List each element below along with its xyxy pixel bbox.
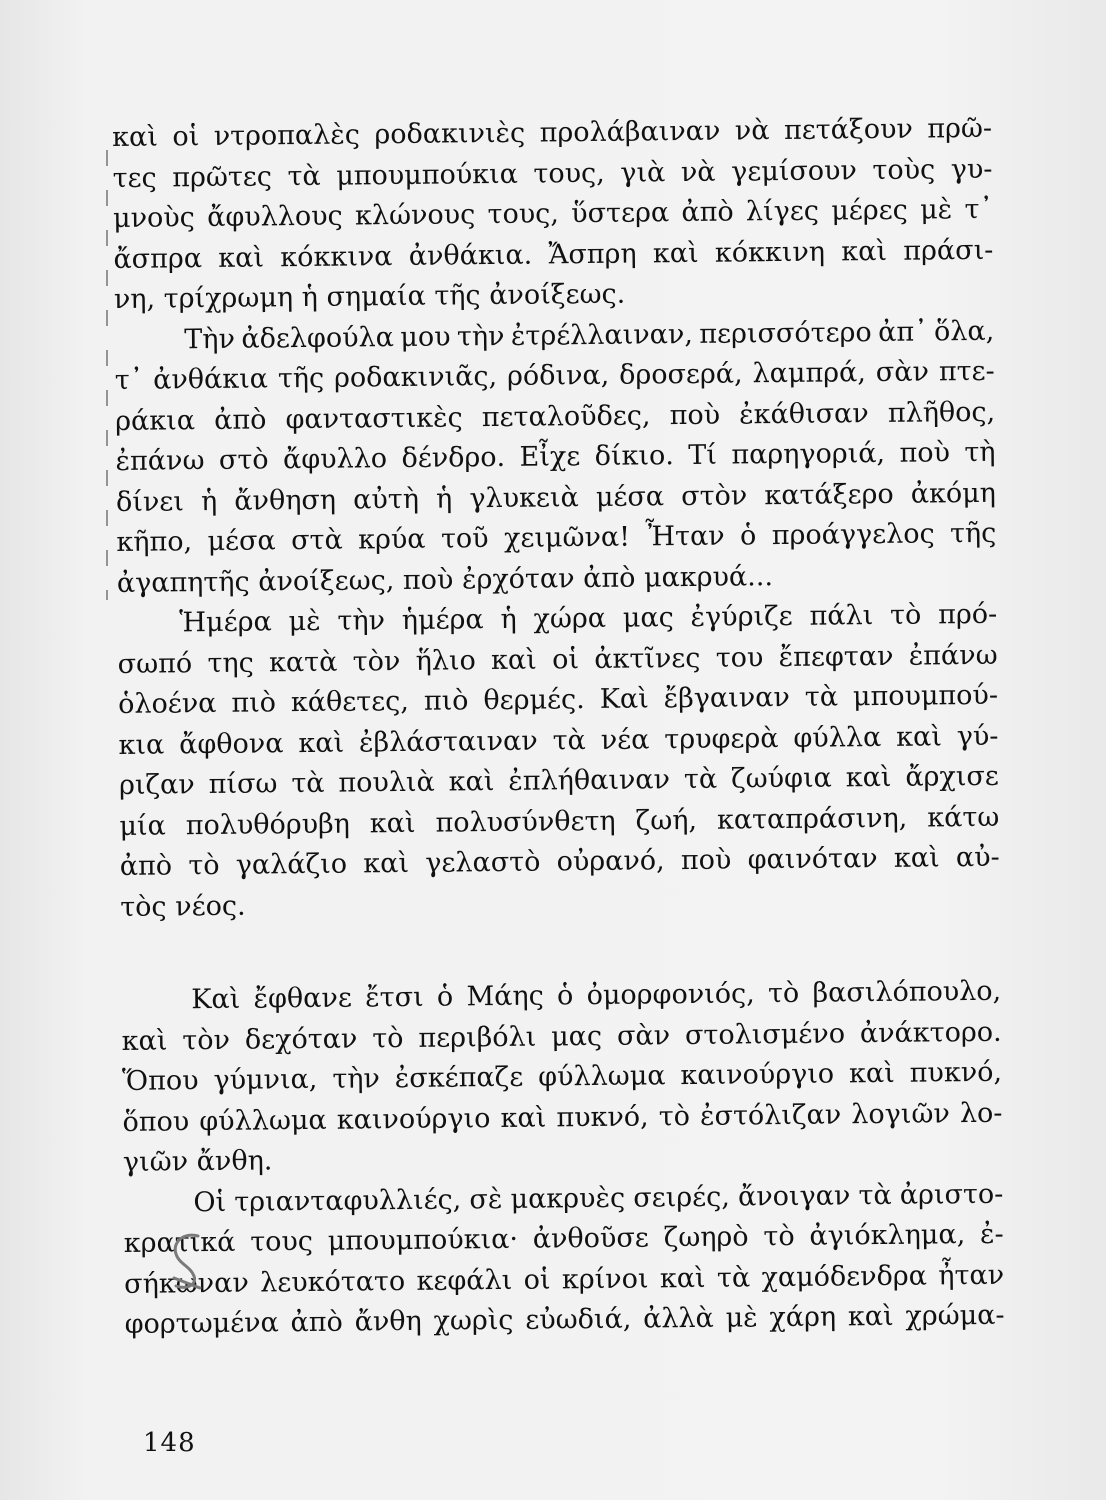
- word: ζωηρὸ: [663, 1221, 749, 1254]
- word: ἄνθη: [354, 1305, 422, 1338]
- word: Μάης: [466, 980, 544, 1013]
- word: σωπό: [117, 647, 193, 680]
- word: λευκότατο: [259, 1265, 406, 1299]
- word: ἀνθάκια: [152, 363, 269, 396]
- word: οἱ: [523, 1263, 551, 1296]
- word: κεφάλι: [416, 1264, 513, 1297]
- word: φαινόταν: [747, 843, 878, 876]
- word: τῆς: [277, 362, 325, 395]
- word: τὸς: [120, 890, 167, 923]
- word: μας: [550, 1020, 603, 1052]
- word: πλῆθος,: [887, 396, 996, 429]
- word: ὅλα,: [933, 315, 995, 347]
- word: χρώμα-: [905, 1299, 1005, 1332]
- word: κῆπο,: [116, 526, 193, 558]
- word: ἐπάνω: [908, 639, 998, 672]
- word: χάρη: [769, 1301, 837, 1334]
- word: ὁ: [556, 980, 574, 1012]
- word: μέσα: [595, 480, 665, 513]
- word: ἐκάθισαν: [739, 397, 869, 430]
- word: του: [715, 641, 764, 674]
- word: τὴν: [337, 605, 386, 637]
- word: πρῶτες: [172, 160, 273, 193]
- word: κρύα: [357, 523, 426, 556]
- word: καινούργιο: [336, 1102, 491, 1136]
- word: πυκνό,: [909, 1056, 1003, 1089]
- word: ἔφθανε: [253, 982, 353, 1015]
- word: τὰ: [858, 1179, 892, 1211]
- word: μπουμπούκια: [336, 158, 519, 192]
- word: στὰ: [290, 524, 343, 557]
- word: ἔπεφταν: [778, 640, 894, 673]
- section-gap: [120, 919, 1001, 981]
- word: γαλάζιο: [235, 848, 348, 881]
- word: ἀδελφούλα: [241, 321, 395, 355]
- word: ζωή,: [635, 804, 698, 837]
- word: ἄνθηση: [234, 484, 337, 517]
- word: ἀπὸ: [213, 403, 267, 436]
- word: καὶ: [652, 237, 699, 269]
- word: ὁλοένα: [117, 687, 217, 720]
- word: ἄνοιγαν: [737, 1179, 851, 1213]
- word: στὸν: [681, 479, 748, 512]
- word: ἐ-: [979, 1218, 1004, 1250]
- word: καὶ: [895, 720, 942, 753]
- word: γεμίσουν: [730, 154, 858, 188]
- word: οἱ: [172, 121, 200, 153]
- word: καταπράσινη,: [716, 802, 908, 836]
- word: ἀριστο-: [899, 1178, 1004, 1211]
- word: ἐπάνω: [115, 445, 205, 477]
- word: κατάξερο: [764, 478, 894, 511]
- word: ὕστερα: [571, 197, 670, 230]
- word: μὲ: [725, 1302, 758, 1334]
- word: ἡ: [200, 485, 218, 517]
- word: τὸ: [889, 599, 922, 631]
- word: Τί: [688, 439, 718, 471]
- paragraph: [123, 1174, 1005, 1345]
- word: προλάβαιναν: [539, 115, 721, 149]
- word: κόκκινη: [714, 236, 826, 269]
- word: ἀνοίξεως,: [258, 564, 395, 597]
- word: τὴ: [964, 436, 996, 469]
- word: Τὴν: [184, 323, 236, 355]
- paragraph: [117, 595, 1000, 928]
- word: μὲ: [288, 605, 321, 638]
- word: περισσότερο: [699, 316, 872, 350]
- word: Οἱ: [193, 1186, 227, 1218]
- word: ἄφυλλο: [282, 443, 388, 476]
- word: σημαία: [326, 280, 426, 313]
- word: φύλλα: [793, 721, 882, 754]
- word: φύλλωμα: [538, 1060, 666, 1093]
- word: παρηγοριά,: [731, 437, 886, 471]
- word: μου: [400, 320, 451, 353]
- word: γύμνια,: [213, 1063, 318, 1096]
- word: ἡ: [301, 281, 319, 314]
- word: ποὺ: [669, 399, 721, 431]
- word: καὶ: [893, 842, 940, 874]
- word: χαμόδενδρα: [761, 1260, 928, 1293]
- word: λαμπρά,: [752, 357, 867, 390]
- word: ἀπὸ: [681, 196, 734, 229]
- word: αὐτὴ: [352, 483, 420, 515]
- word: ποὺ: [402, 563, 454, 596]
- word: Ἄσπρη: [548, 238, 637, 270]
- word: της: [207, 647, 254, 679]
- word: ζωύφια: [730, 762, 832, 795]
- word: ἀνθοῦσε: [532, 1222, 649, 1255]
- word: ἀκόμη: [910, 477, 997, 510]
- word: ἀπὸ: [290, 1306, 343, 1339]
- word: τ᾽: [964, 193, 994, 226]
- word: κατὰ: [268, 646, 338, 678]
- word: ἀγαπητῆς: [116, 566, 250, 599]
- word: μπουμπούκια·: [327, 1223, 519, 1257]
- word: Καὶ: [191, 983, 241, 1016]
- word: γλυκειὰ: [469, 481, 579, 514]
- word: Καὶ: [599, 683, 649, 715]
- word: μπουμπού-: [852, 679, 999, 713]
- word: ριζαν: [118, 769, 195, 801]
- word: νέα: [600, 723, 650, 756]
- word: σὰν: [616, 1019, 671, 1052]
- word: χειμῶνα!: [503, 521, 631, 554]
- word: περιβόλι: [418, 1021, 537, 1054]
- word: Εἶχε: [519, 441, 581, 473]
- word: τρίχρωμη: [163, 282, 294, 315]
- word: νὰ: [680, 156, 716, 188]
- word: λογιῶν: [851, 1097, 950, 1130]
- word: ἀπ᾽: [877, 315, 928, 348]
- body-text: [112, 109, 1005, 1346]
- word: ντροπαλὲς: [213, 119, 361, 152]
- word: ἐπλήθαιναν: [508, 764, 671, 797]
- word: σειρές,: [633, 1181, 731, 1214]
- word: τοὺς: [872, 153, 936, 186]
- word: ἦταν: [938, 1259, 1005, 1291]
- word: ἐρχόταν: [461, 562, 575, 595]
- word: τους,: [487, 198, 560, 231]
- word: πολυθόρυβη: [185, 808, 351, 841]
- word: καὶ: [112, 121, 159, 153]
- word: ποὺ: [899, 437, 951, 469]
- word: καὶ: [847, 1300, 894, 1333]
- word: ἀκτῖνες: [594, 642, 701, 675]
- word: μέρες: [831, 194, 908, 227]
- word: πυκνό,: [556, 1100, 649, 1133]
- word: πρῶ-: [927, 112, 993, 145]
- word: ἀνάκτορο.: [859, 1016, 1002, 1049]
- word: ἡμέρα: [401, 604, 484, 636]
- word: κια: [118, 728, 165, 761]
- word: τους: [250, 1225, 314, 1258]
- word: πάλι: [809, 600, 874, 632]
- word: πουλιὰ: [338, 766, 435, 799]
- word: ρόδινα,: [506, 359, 610, 392]
- word: ἄνθη.: [196, 1145, 273, 1178]
- word: εὐωδιά,: [525, 1303, 632, 1336]
- word: τὰ: [683, 763, 718, 796]
- word: Ἦταν: [645, 520, 725, 553]
- word: καὶ: [845, 761, 892, 794]
- word: ἐβλάσταιναν: [358, 725, 538, 758]
- word: τὰ: [287, 160, 321, 192]
- word: πτε-: [938, 355, 995, 388]
- word: κρατικά: [123, 1226, 236, 1259]
- word: πρό-: [937, 598, 998, 631]
- word: καὶ: [500, 1102, 547, 1134]
- word: θερμές.: [483, 684, 585, 717]
- word: ἀπὸ: [119, 850, 173, 882]
- word: τες: [112, 162, 157, 194]
- word: τῆς: [949, 517, 997, 550]
- word: ἔτσι: [365, 981, 424, 1014]
- word: καὶ: [363, 847, 410, 880]
- word: στολισμένο: [684, 1017, 846, 1051]
- word: φανταστικὲς: [285, 401, 463, 435]
- word: καὶ: [218, 241, 265, 274]
- word: ἔβγαιναν: [663, 681, 791, 715]
- word: ροδακινιὲς: [374, 117, 526, 151]
- word: λο-: [959, 1097, 1003, 1129]
- word: δεχόταν: [244, 1022, 358, 1056]
- word: τὰ: [804, 681, 839, 713]
- word: τὰ: [716, 1261, 751, 1294]
- word: γελαστὸ: [425, 846, 541, 879]
- word: βασιλόπουλο,: [812, 975, 1002, 1009]
- word: ἄφυλλους: [206, 200, 343, 234]
- word: ἀλλὰ: [642, 1302, 714, 1335]
- word: φύλλωμα: [199, 1104, 327, 1137]
- word: πολυσύνθετη: [435, 805, 616, 839]
- word: ὀμορφονιός,: [586, 978, 755, 1012]
- word: καὶ: [369, 807, 416, 839]
- word: καὶ: [298, 727, 345, 759]
- word: χωρὶς: [433, 1304, 514, 1337]
- word: φορτωμένα: [124, 1307, 279, 1340]
- word: μακρυὲς: [510, 1182, 626, 1215]
- word: τους,: [533, 157, 605, 190]
- word: τὸν: [352, 645, 401, 678]
- word: ἐσκέπαζε: [394, 1061, 524, 1095]
- word: γυ-: [950, 153, 993, 185]
- paragraph: [121, 972, 1003, 1184]
- word: ἀνοίξεως.: [489, 278, 626, 312]
- word: σὰν: [875, 356, 930, 389]
- word: δίκιο.: [594, 440, 675, 472]
- word: νὰ: [734, 115, 770, 147]
- word: γύ-: [956, 720, 999, 752]
- word: τὸ: [767, 977, 800, 1010]
- page-number: 148: [143, 1428, 196, 1458]
- word: οἱ: [551, 643, 580, 675]
- word: μας: [622, 602, 674, 634]
- word: τὰ: [291, 767, 325, 800]
- word: οὐρανό,: [556, 845, 665, 878]
- word: καὶ: [490, 644, 537, 676]
- word: πεταλοῦδες,: [481, 399, 651, 433]
- word: τὸ: [372, 1022, 404, 1054]
- word: ἡ: [500, 603, 517, 635]
- word: τὸ: [763, 1220, 795, 1253]
- word: τὸ: [188, 849, 220, 882]
- word: ἀγιόκλημα,: [809, 1219, 966, 1252]
- word: τὴν: [332, 1063, 381, 1095]
- word: γιῶν: [122, 1146, 189, 1178]
- word: καὶ: [121, 1024, 168, 1057]
- word: γιὰ: [620, 156, 666, 189]
- margin-mark: [106, 150, 108, 600]
- word: τὸ: [658, 1100, 691, 1132]
- word: ἐστόλιζαν: [699, 1098, 842, 1132]
- word: Ἡμέρα: [179, 606, 272, 639]
- word: ἥλιο: [415, 644, 476, 677]
- word: δένδρο.: [401, 441, 506, 474]
- word: καὶ: [848, 1057, 895, 1090]
- word: ἀπὸ: [583, 562, 636, 594]
- word: ὁ: [436, 981, 454, 1013]
- word: ροδακινιᾶς,: [333, 360, 498, 394]
- word: ἀνθάκια.: [408, 239, 533, 272]
- word: πιὸ: [423, 685, 469, 717]
- word: κόκκινα: [280, 240, 393, 273]
- word: μνοὺς: [112, 202, 195, 234]
- paragraph: [114, 311, 997, 604]
- word: τοῦ: [440, 523, 489, 555]
- word: λίγες: [745, 195, 820, 228]
- word: ράκια: [115, 404, 196, 437]
- word: ὅπου: [122, 1105, 190, 1138]
- word: καὶ: [448, 766, 495, 798]
- word: πετάξουν: [783, 113, 913, 146]
- word: ἐτρέλλαιναν,: [510, 318, 694, 352]
- word: αὐ-: [955, 841, 1000, 874]
- word: νη,: [113, 283, 156, 315]
- word: τρυφερὰ: [664, 722, 779, 755]
- pencil-annotation-mark: [164, 1230, 210, 1292]
- word: πίσω: [208, 768, 278, 801]
- word: ἄρχισε: [905, 760, 999, 793]
- word: τριανταφυλλιές,: [234, 1183, 462, 1218]
- word: πιὸ: [231, 687, 277, 719]
- word: μακρυά...: [643, 560, 774, 593]
- word: τ᾽: [114, 364, 144, 396]
- word: κρίνοι: [561, 1262, 649, 1295]
- word: τὸν: [182, 1024, 231, 1056]
- word: χώρα: [533, 602, 607, 635]
- word: καὶ: [659, 1262, 706, 1294]
- word: τὰ: [552, 724, 586, 756]
- word: στὸ: [218, 444, 269, 476]
- word: ἄφθονα: [179, 727, 284, 760]
- word: δίνει: [115, 485, 185, 518]
- word: μέσα: [207, 525, 276, 558]
- word: μία: [119, 809, 166, 842]
- word: μὲ: [919, 194, 953, 226]
- word: καὶ: [841, 235, 888, 267]
- word: κάτω: [927, 801, 1000, 834]
- word: ἡ: [435, 482, 453, 515]
- word: τῆς: [434, 280, 481, 312]
- word: πράσι-: [903, 234, 994, 267]
- word: ἐγύριζε: [690, 600, 793, 633]
- word: τὴν: [456, 320, 505, 352]
- word: κάθετες,: [290, 685, 410, 719]
- word: καινούργιο: [680, 1058, 835, 1092]
- word: δροσερά,: [618, 358, 743, 391]
- text-line: [124, 1296, 1004, 1346]
- word: κλώνους: [354, 199, 476, 232]
- word: σήκωναν: [124, 1267, 249, 1300]
- word: νέος.: [175, 890, 246, 922]
- word: ποὺ: [680, 844, 732, 877]
- paragraph: [112, 109, 994, 321]
- word: Ὅπου: [121, 1065, 199, 1097]
- word: προάγγελος: [771, 518, 935, 552]
- word: σὲ: [469, 1183, 503, 1215]
- word: ἄσπρα: [113, 242, 203, 275]
- word: ὁ: [739, 520, 757, 552]
